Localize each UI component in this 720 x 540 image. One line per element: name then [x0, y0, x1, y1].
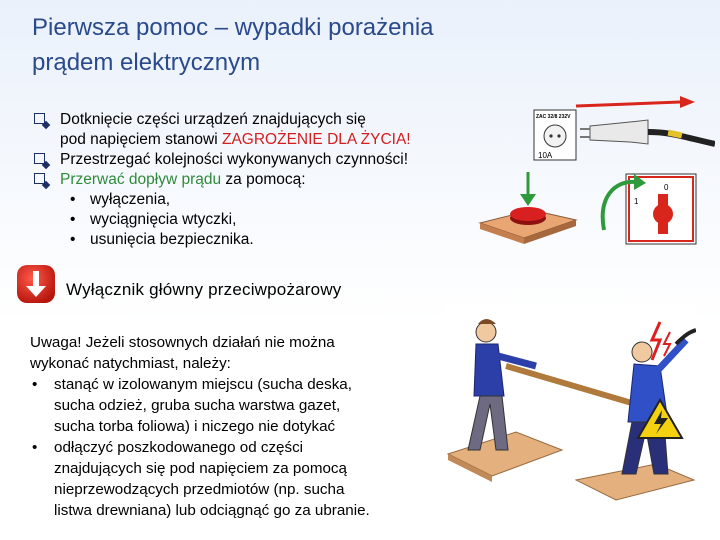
method-sublist — [34, 190, 514, 250]
item-1-line-1: Dotknięcie części urządzeń znajdujących się — [60, 111, 366, 128]
plug-illustration — [530, 96, 715, 171]
sublist-item: • wyciągnięcia wtyczki, — [68, 210, 514, 230]
socket-rating: 10A — [538, 151, 553, 160]
note-intro-line-2: wykonać natychmiast, należy: — [30, 355, 231, 372]
note-item-line: sucha odzież, gruba sucha warstwa gazet, — [54, 397, 341, 414]
item-1-text: pod napięciem stanowi — [60, 131, 222, 148]
rescue-scene-illustration — [446, 304, 696, 504]
note-item-line: sucha torba foliowa) i niczego nie dotykać — [54, 418, 336, 435]
danger-warning: ZAGROŻENIE DLA ŻYCIA! — [222, 131, 411, 148]
procedure-list — [34, 110, 514, 250]
note-item-line: nieprzewodzących przedmiotów (np. sucha — [54, 481, 345, 498]
list-item — [34, 110, 514, 150]
note-item-line: • odłączyć poszkodowanego od części — [54, 439, 304, 456]
socket-text: ZAC 32/8 232V — [536, 114, 571, 120]
checkbox-bullet-icon — [34, 153, 45, 164]
switch-off-label: 0 — [664, 183, 669, 192]
note-item-line: listwa drewniana) lub odciągnąć go za ubranie. — [54, 502, 370, 519]
cut-power-highlight: Przerwać dopływ prądu — [60, 171, 222, 188]
item-3-line — [60, 170, 514, 190]
socket-face — [544, 125, 566, 147]
rescuer-head — [476, 322, 496, 342]
note-item — [30, 374, 440, 437]
note-intro-line-1: Uwaga! Jeżeli stosownych działań nie można — [30, 334, 335, 351]
checkbox-bullet-icon — [34, 113, 45, 124]
pull-arrow-icon — [576, 102, 680, 106]
item-3-suffix: za pomocą: — [221, 171, 306, 188]
note-item-line: • stanąć w izolowanym miejscu (sucha deska, — [54, 376, 352, 393]
item-1-line-2 — [60, 130, 514, 150]
down-arrow-warning-icon — [16, 264, 56, 304]
list-item — [34, 150, 514, 170]
item-2-text: Przestrzegać kolejności wykonywanych czynności! — [60, 151, 409, 168]
title-line-1: Pierwsza pomoc – wypadki porażenia — [32, 14, 434, 41]
sublist-item: • usunięcia bezpiecznika. — [68, 230, 514, 250]
plug-body — [590, 120, 648, 144]
switch-on-label: 1 — [634, 197, 639, 206]
title-line-2: prądem elektrycznym — [32, 49, 261, 76]
main-switch-label: Wyłącznik główny przeciwpożarowy — [66, 280, 342, 299]
checkbox-bullet-icon — [34, 173, 45, 184]
note-list — [30, 374, 440, 521]
note-item — [30, 437, 440, 521]
rotary-switch-illustration — [584, 168, 702, 248]
list-item — [34, 170, 514, 190]
victim-head — [632, 342, 652, 362]
emergency-button-illustration — [472, 168, 582, 248]
warning-note — [30, 332, 440, 521]
note-item-line: znajdujących się pod napięciem za pomocą — [54, 460, 347, 477]
sublist-item: • wyłączenia, — [68, 190, 514, 210]
page-title — [32, 10, 592, 80]
